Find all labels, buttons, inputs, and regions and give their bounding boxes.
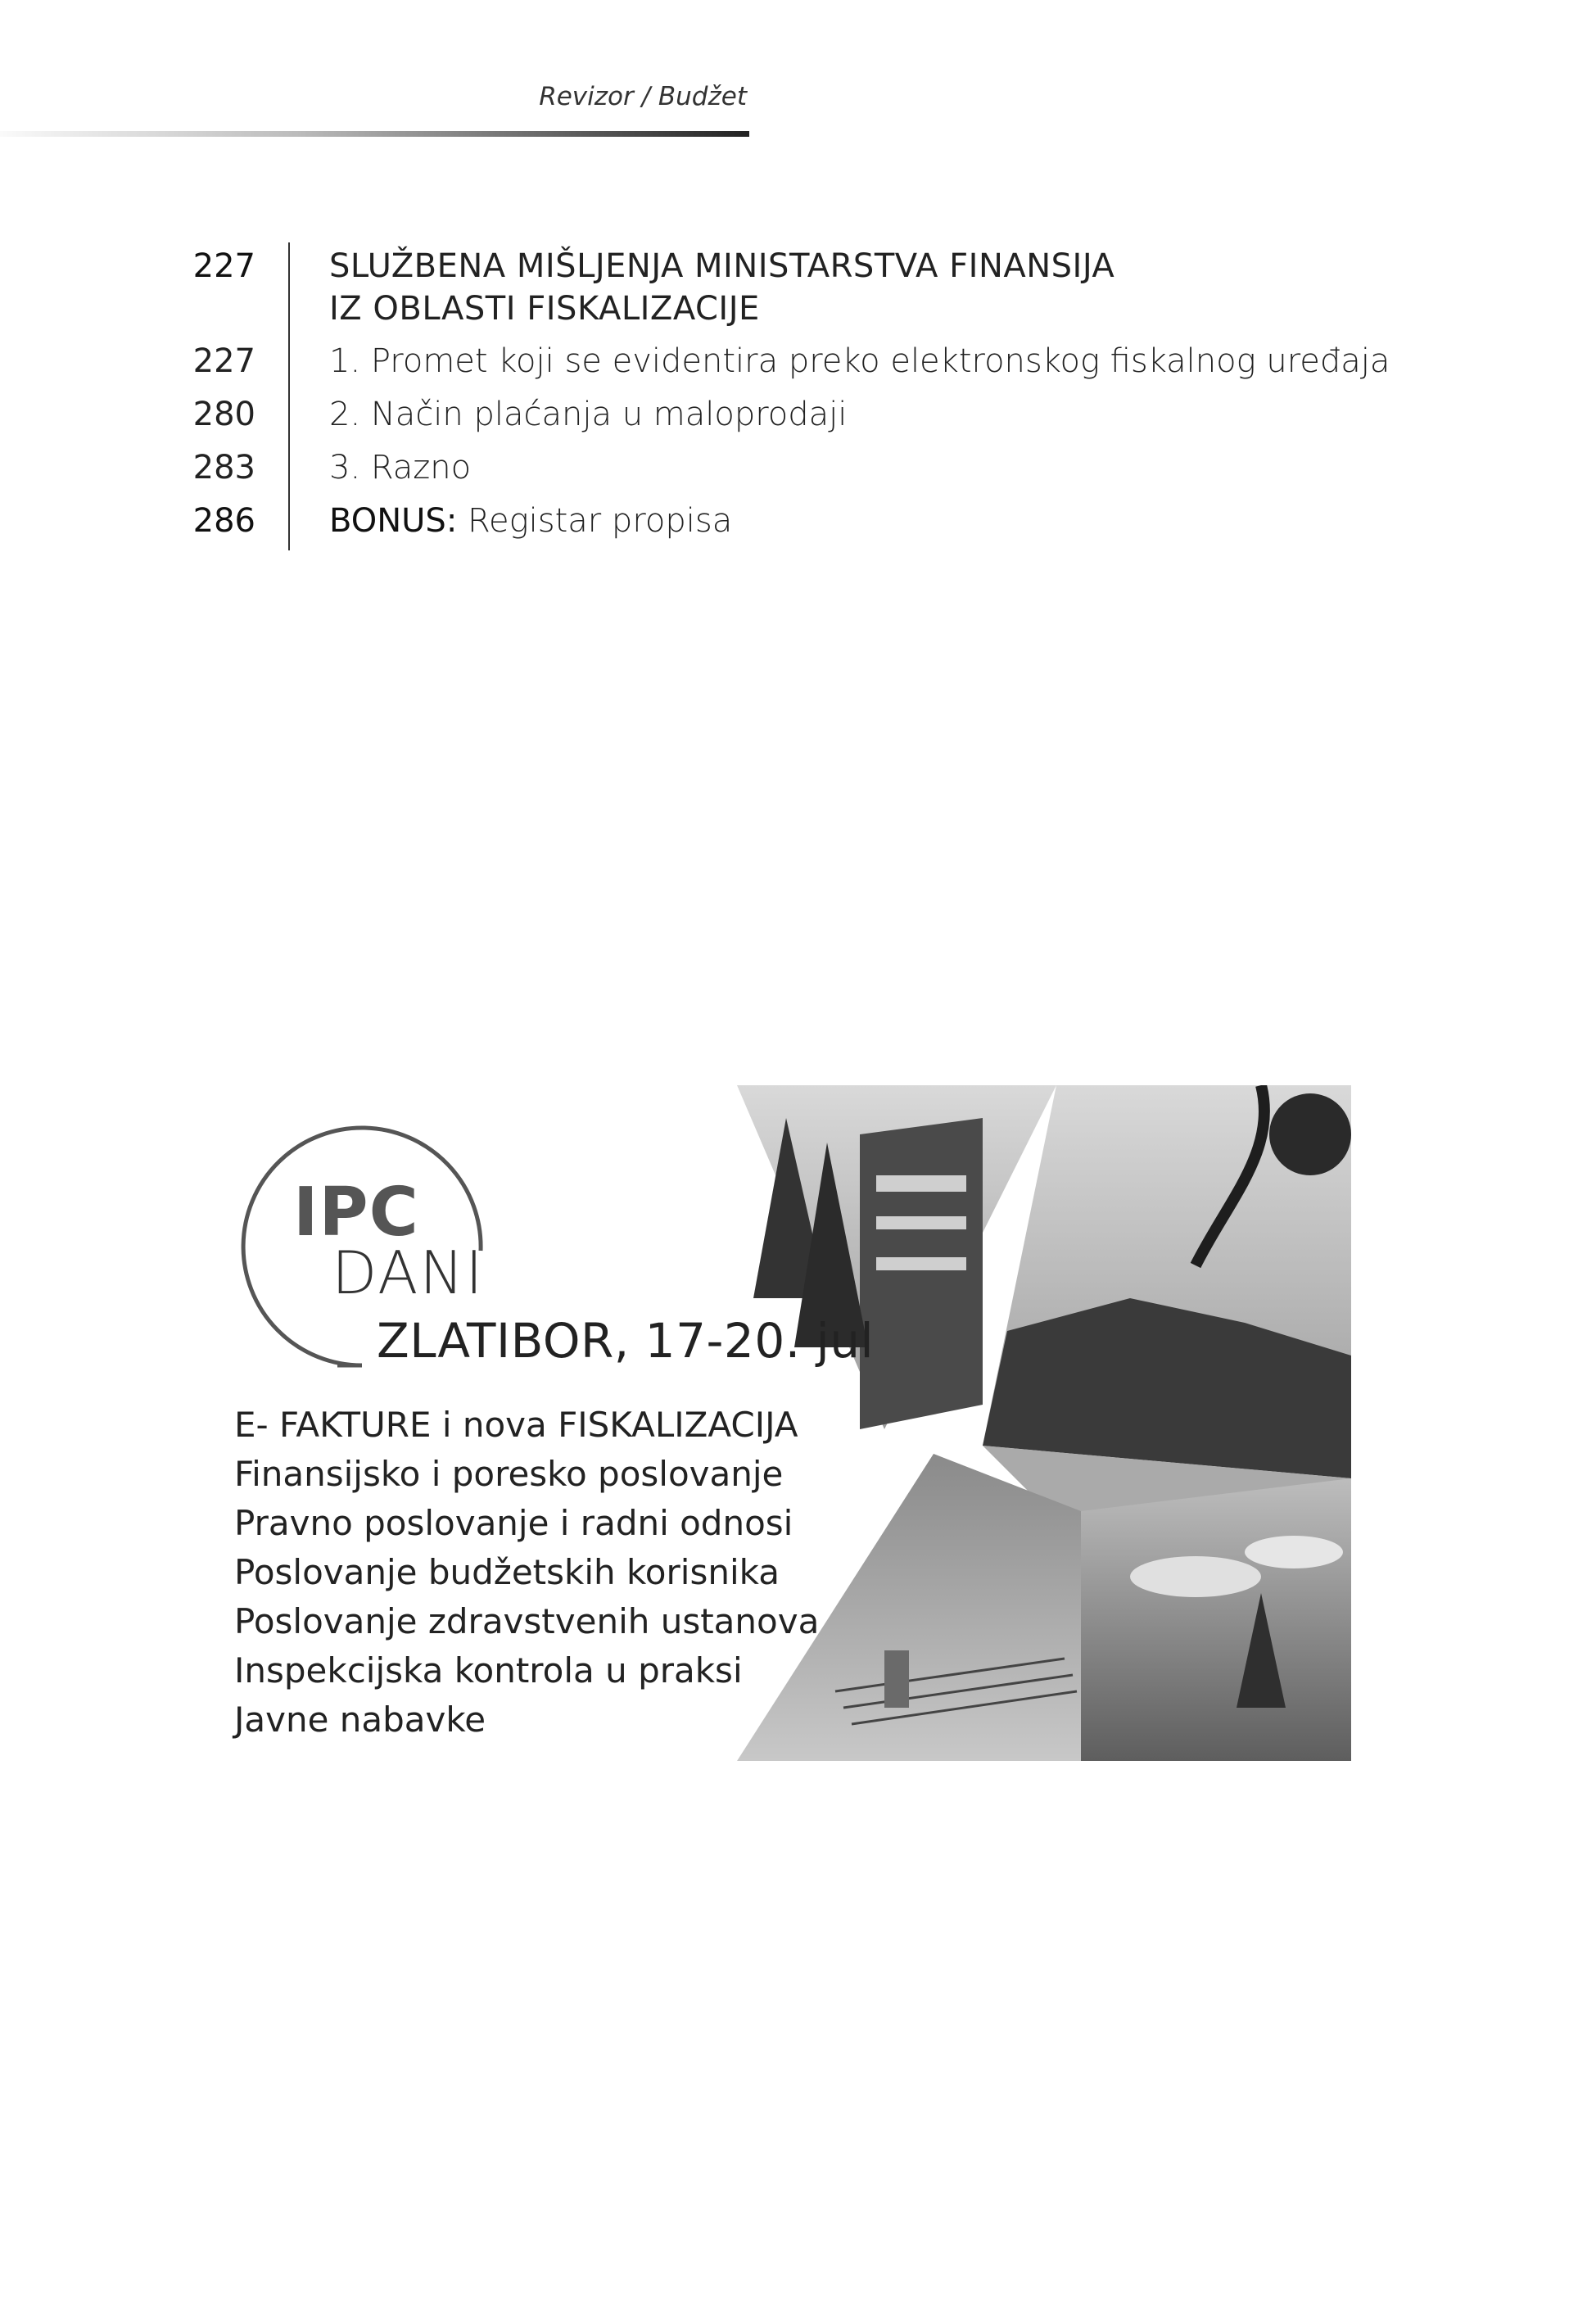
running-head: Revizor / Budžet xyxy=(539,82,747,111)
toc-separator xyxy=(288,337,290,391)
toc-row xyxy=(0,337,1596,391)
topic-item: Pravno poslovanje i radni odnosi xyxy=(234,1503,793,1543)
topic-item: Poslovanje budžetskih korisnika xyxy=(234,1552,780,1592)
ipc-dani-advertisement xyxy=(221,1085,1351,1761)
toc-row xyxy=(0,391,1596,444)
toc-page-number: 280 xyxy=(192,396,255,433)
toc-section-title xyxy=(329,242,1114,330)
toc-bonus-label: BONUS: xyxy=(329,502,458,540)
topic-item: E- FAKTURE i nova FISKALIZACIJA xyxy=(234,1405,798,1445)
toc-entry: 1. Promet koji se evidentira preko elektronskog fiskalnog uređaja xyxy=(329,342,1390,380)
logo-subtitle: DANI xyxy=(332,1238,485,1307)
toc-page-number: 286 xyxy=(192,502,255,540)
toc-title-line: IZ OBLASTI FISKALIZACIJE xyxy=(329,290,760,328)
toc-separator xyxy=(288,391,290,444)
toc-row xyxy=(0,444,1596,497)
topic-item: Inspekcijska kontrola u praksi xyxy=(234,1650,743,1691)
toc-row xyxy=(0,497,1596,550)
toc-page-number: 227 xyxy=(192,342,255,380)
toc-bonus-text: Registar propisa xyxy=(468,502,733,540)
topic-item: Finansijsko i poresko poslovanje xyxy=(234,1454,784,1494)
logo-title: IPC xyxy=(293,1174,419,1252)
toc-page-number: 283 xyxy=(192,449,255,487)
toc-entry: 3. Razno xyxy=(329,449,472,487)
topic-item: Javne nabavke xyxy=(234,1700,486,1740)
toc-row xyxy=(0,242,1596,337)
header-rule xyxy=(0,131,749,137)
zlatibor-photo-collage xyxy=(737,1085,1351,1761)
toc-separator xyxy=(288,497,290,550)
toc-title-line: SLUŽBENA MIŠLJENJA MINISTARSTVA FINANSIJA xyxy=(329,247,1115,285)
toc-page-number: 227 xyxy=(192,247,255,285)
topics-list xyxy=(234,1401,819,1745)
toc-entry: 2. Način plaćanja u maloprodaji xyxy=(329,396,848,433)
topic-item: Poslovanje zdravstvenih ustanova xyxy=(234,1601,820,1641)
event-location-date: ZLATIBOR, 17-20. jul xyxy=(377,1313,875,1369)
toc-separator xyxy=(288,242,290,337)
table-of-contents xyxy=(0,242,1596,550)
toc-separator xyxy=(288,444,290,497)
toc-entry xyxy=(329,497,732,542)
